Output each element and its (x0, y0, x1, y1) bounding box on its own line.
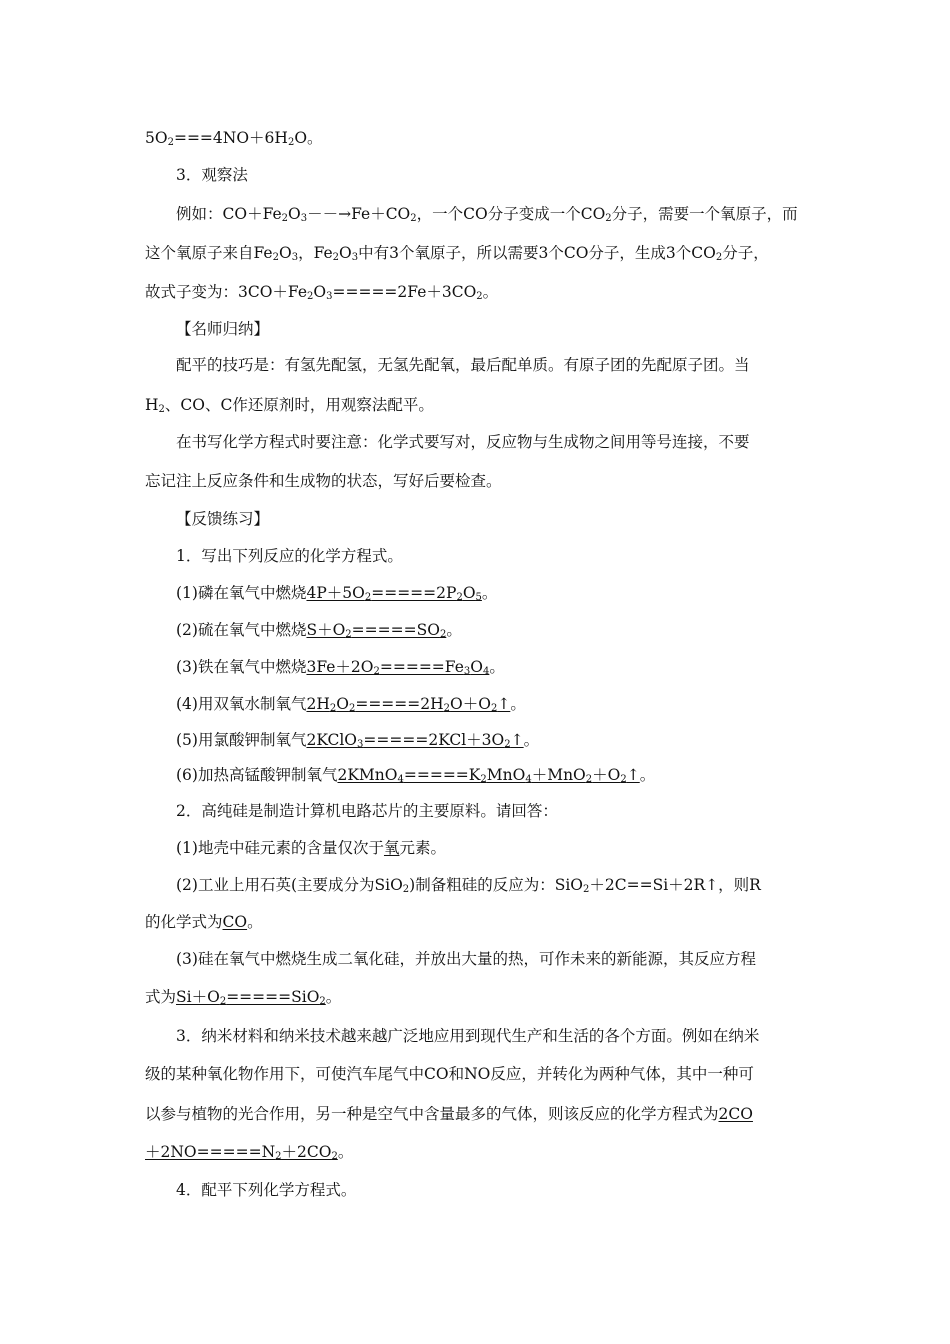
answer-3-part-a: 2CO (718, 1105, 753, 1123)
text-line-balancing-tips-cont: $H_2$、CO、C作还原剂时，用观察法配平。 (145, 396, 434, 415)
text-line-example-result: 故式子变为：$3CO+Fe_2O_3=====2Fe+3CO_2$。 (145, 283, 499, 302)
answer-2-2: CO (222, 913, 248, 931)
question-2-part-3: (3)硅在氧气中燃烧生成二氧化硅，并放出大量的热，可作未来的新能源，其反应方程 (176, 950, 756, 968)
text-line-example: 例如：$CO+Fe_2O_3--\to Fe+CO_2$，一个CO分子变成一个$CO_2$分子，需要一个氧原子，而 (176, 205, 798, 224)
answer-1-6: $2KMnO_4=====K_2MnO_4+MnO_2+O_2↑$ (337, 766, 640, 785)
question-1-part-1: (1)磷在氧气中燃烧$4P+5O_2=====2P_2O_5$。 (176, 584, 498, 603)
question-2: 2．高纯硅是制造计算机电路芯片的主要原料。请回答： (176, 802, 558, 820)
question-3-cont-1: 级的某种氧化物作用下，可使汽车尾气中CO和NO反应，并转化为两种气体，其中一种可 (145, 1065, 754, 1083)
question-2-part-2: (2)工业上用石英(主要成分为SiO$_2$)制备粗硅的反应为：SiO$_2$＋2C==Si＋2R↑，则R (176, 876, 761, 895)
answer-1-4: $2H_2O_2=====2H_2O+O_2↑$ (306, 695, 511, 714)
answer-1-1: $4P+5O_2=====2P_2O_5$ (306, 584, 482, 603)
answer-2-3: $Si+O_2=====SiO_2$ (176, 988, 326, 1007)
question-2-part-3-cont: 式为$Si+O_2=====SiO_2$。 (145, 988, 342, 1007)
question-2-part-1: (1)地壳中硅元素的含量仅次于氧元素。 (176, 839, 446, 857)
section-heading-teacher-summary: 【名师归纳】 (176, 320, 270, 338)
text-line-writing-notes: 在书写化学方程式时要注意：化学式要写对，反应物与生成物之间用等号连接，不要 (176, 433, 750, 451)
answer-1-2: $S+O_2=====SO_2$ (306, 621, 447, 640)
question-1-part-6: (6)加热高锰酸钾制氧气$2KMnO_4=====K_2MnO_4+MnO_2+O_2↑$。 (176, 766, 656, 785)
question-3: 3．纳米材料和纳米技术越来越广泛地应用到现代生产和生活的各个方面。例如在纳米 (176, 1027, 760, 1045)
question-3-cont-2: 以参与植物的光合作用，另一种是空气中含量最多的气体，则该反应的化学方程式为2CO (145, 1105, 753, 1123)
text-line-writing-notes-cont: 忘记注上反应条件和生成物的状态，写好后要检查。 (145, 472, 502, 490)
text-line-balancing-tips: 配平的技巧是：有氢先配氢，无氢先配氧，最后配单质。有原子团的先配原子团。当 (176, 356, 750, 374)
answer-1-5: $2KClO_3=====2KCl+3O_2↑$ (306, 731, 524, 750)
question-2-part-2-cont: 的化学式为CO。 (145, 913, 263, 931)
section-heading-feedback-practice: 【反馈练习】 (176, 510, 270, 528)
question-1-part-2: (2)硫在氧气中燃烧$S+O_2=====SO_2$。 (176, 621, 462, 640)
answer-1-3: $3Fe+2O_2=====Fe_3O_4$ (306, 658, 490, 677)
question-1-part-5: (5)用氯酸钾制氧气$2KClO_3=====2KCl+3O_2↑$。 (176, 731, 540, 750)
text-line-equation-continuation: $5O_2===4NO+6H_2O$。 (145, 129, 323, 148)
question-4: 4．配平下列化学方程式。 (176, 1181, 357, 1199)
question-3-cont-3: $+2NO=====N_2+2CO_2$。 (145, 1143, 354, 1162)
question-1-part-3: (3)铁在氧气中燃烧$3Fe+2O_2=====Fe_3O_4$。 (176, 658, 505, 677)
answer-2-1: 氧 (383, 839, 400, 857)
text-line-example-cont: 这个氧原子来自$Fe_2O_3$，$Fe_2O_3$中有3个氧原子，所以需要3个CO分子，生成3个$CO_2$分子， (145, 244, 769, 263)
question-1: 1．写出下列反应的化学方程式。 (176, 547, 403, 565)
question-1-part-4: (4)用双氧水制氧气$2H_2O_2=====2H_2O+O_2↑$。 (176, 695, 526, 714)
answer-3-part-b: $+2NO=====N_2+2CO_2$ (145, 1143, 338, 1162)
section-heading-observation-method: 3．观察法 (176, 166, 248, 184)
